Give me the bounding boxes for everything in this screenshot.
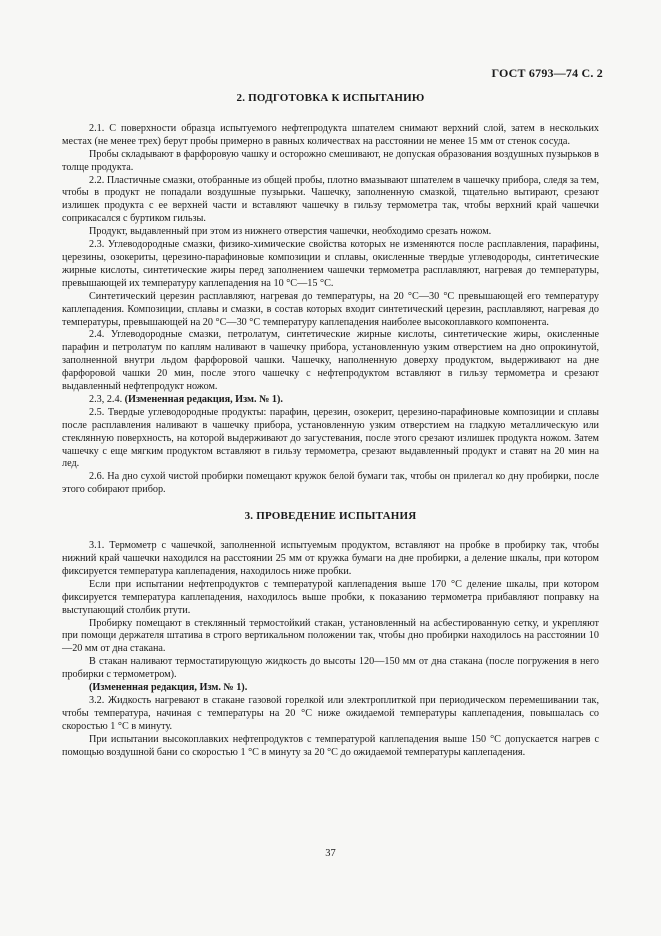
revision-note-3 [62,682,599,695]
paragraph-3-1-cont-2: Пробирку помещают в стеклянный термостойкий стакан, установленный на асбестированную сетку, и укрепляют при помощи держателя штатива в строго вертикальном положении так, чтобы дно пробирки находилось на расстоянии 10—20 мм от дна стакана. [62,617,599,655]
paragraph-2-1: 2.1. С поверхности образца испытуемого нефтепродукта шпателем снимают верхний слой, затем в нескольких местах (не менее трех) берут пробы примерно в равных количествах на расстоянии не менее 15 мм от стенок сосуда. [62,122,599,147]
page-number: 37 [325,848,336,859]
paragraph-2-5: 2.5. Твердые углеводородные продукты: парафин, церезин, озокерит, церезино-парафиновые композиции и сплавы после расплавления наливают в чашечку прибора, установленную узким отверстием на гладкую металлическую или стеклянную поверхность, на которой выдерживают до загустевания, после этого срезают излишек продукта ножом. Затем чашечку с еще мягким продуктом вставляют в гильзу термометра, срезают выдавленный продукт и ставят на 20 мин на лед. [62,406,599,470]
revision-text: (Измененная редакция, Изм. № 1). [89,682,248,694]
revision-text: (Измененная редакция, Изм. № 1). [124,393,283,405]
paragraph-3-2-cont: При испытании высокоплавких нефтепродуктов с температурой каплепадения выше 150 °С допускается нагрев с помощью воздушной бани со скоростью 1 °С в минуту за 20 °С до ожидаемой температуры каплепадения. [62,733,599,758]
paragraph-2-2: 2.2. Пластичные смазки, отобранные из общей пробы, плотно вмазывают шпателем в чашечку прибора, следя за тем, чтобы в продукт не попадали воздушные пузырьки. Чашечку, заполненную смазкой, тщательно вытирают, срезают излишек продукта с ее верхней части и вставляют чашечку в гильзу термометра так, чтобы верхний край чашечки соприкасался с буртиком гильзы. [62,174,599,225]
paragraph-2-3: 2.3. Углеводородные смазки, физико-химические свойства которых не изменяются после расплавления, парафины, церезины, озокериты, церезино-парафиновые композиции и сплавы, окисленные твердые углеводороды, синтетические жирные кислоты, синтетические жиры перед заполнением чашечки термометра расплавляют, нагревая до температуры, превышающей их температуру каплепадения на 10 °С—15 °С. [62,239,599,289]
paragraph-3-1: 3.1. Термометр с чашечкой, заполненной испытуемым продуктом, вставляют на пробке в пробирку так, чтобы нижний край чашечки находился на расстоянии 25 мм от кружка бумаги на дне пробирки, а деление шкалы, при котором фиксируется температура каплепадения, находилось ниже пробки. [62,540,599,577]
paragraph-3-1-cont-3: В стакан наливают термостатирующую жидкость до высоты 120—150 мм от дна стакана (после погружения в него пробирки с термометром). [62,656,599,681]
paragraph-2-6: 2.6. На дно сухой чистой пробирки помещают кружок белой бумаги так, чтобы он прилегал ко дну пробирки, после этого собирают прибор. [62,471,599,496]
paragraph-2-2-cont: Продукт, выдавленный при этом из нижнего отверстия чашечки, необходимо срезать ножом. [89,226,492,238]
revision-prefix: 2.3, 2.4. [89,393,123,405]
section-2-title: 2. ПОДГОТОВКА К ИСПЫТАНИЮ [236,92,425,104]
paragraph-2-4: 2.4. Углеводородные смазки, петролатум, синтетические жирные кислоты, синтетические жиры, окисленные парафин и петролатум по каплям наливают в чашечку прибора, установленную узким отверстием на дно опрокинутой, заполненной внутри льдом фарфоровой чашки. Чашечку, наполненную доверху продуктом, выдерживают на дне фарфоровой чашки 20 мин, после этого чашечку с нефтепродуктом вставляют в гильзу термометра и срезают выдавленный нефтепродукт ножом. [62,329,599,393]
paragraph-2-1-cont: Пробы складывают в фарфоровую чашку и осторожно смешивают, не допуская образования воздушных пузырьков в толще продукта. [62,148,599,173]
section-3-title: 3. ПРОВЕДЕНИЕ ИСПЫТАНИЯ [244,510,417,523]
standard-header: ГОСТ 6793—74 С. 2 [491,66,603,80]
paragraph-3-2: 3.2. Жидкость нагревают в стакане газовой горелкой или электроплиткой при периодическом перемешивании так, чтобы температура, начиная с температуры на 20 °С ниже ожидаемой температуры каплепадения, повышалась со скоростью 1 °С в минуту. [62,694,599,732]
revision-note-2-3-2-4 [62,394,599,407]
paragraph-2-3-cont: Синтетический церезин расплавляют, нагревая до температуры, на 20 °С—30 °С превышающей его температуру каплепадения. Композиции, сплавы и смазки, в состав которых входит синтетический церезин, расплавляют, нагревая до температуры, превышающей на 20 °С—30 °С температуру каплепадения наиболее высокоплавкого компонента. [62,290,599,328]
paragraph-3-1-cont-1: Если при испытании нефтепродуктов с температурой каплепадения выше 170 °С деление шкалы, при котором фиксируется температура каплепадения, находилось выше пробки, к показанию термометра прибавляют поправку на выступающий столбик ртути. [62,578,599,616]
document-body [62,92,599,760]
